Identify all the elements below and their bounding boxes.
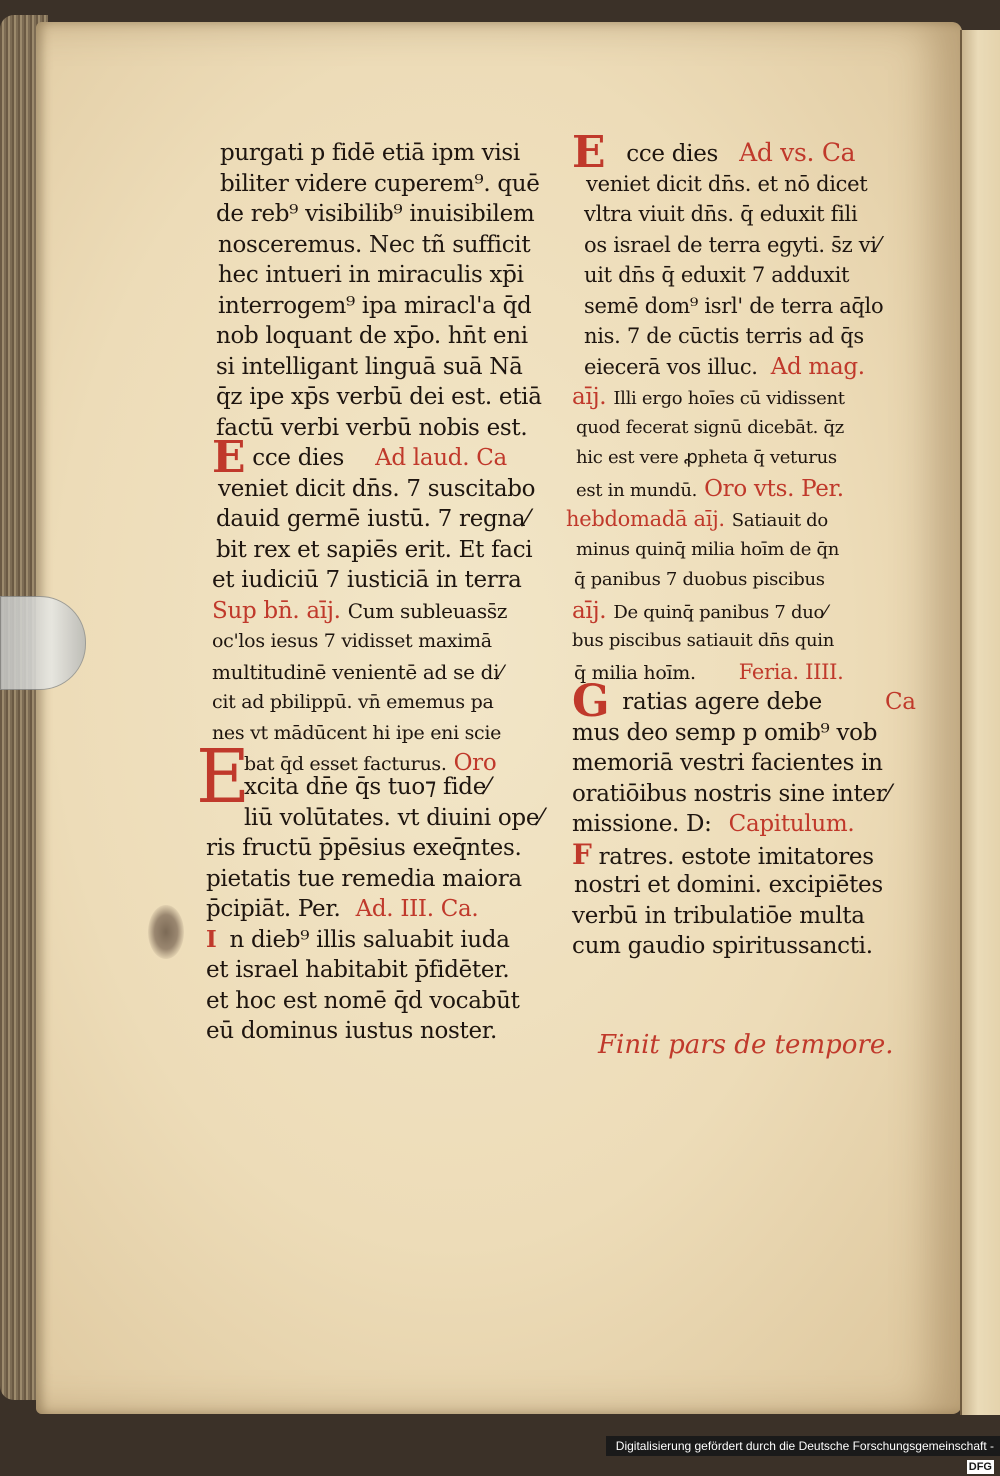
text-line: quod fecerat signū dicebāt. q̄z <box>576 416 844 438</box>
dfg-footer <box>606 1436 1000 1473</box>
excita-line1-text: bat q̄d esset facturus. <box>244 753 447 775</box>
text-line: hic est vere ꝓpheta q̄ veturus <box>576 447 837 468</box>
text-line: de reb⁹ visibilib⁹ inuisibilem <box>216 201 535 227</box>
text-line: interrogem⁹ ipa miracl'a q̄d <box>218 292 532 319</box>
big-initial-e: E <box>196 734 251 820</box>
page-clip <box>0 596 86 690</box>
text-line: dauid germē iustū. 7 regna⁄ <box>216 506 529 532</box>
text-line: vltra viuit dn̄s. q̄ eduxit fili <box>584 202 858 226</box>
rubric-hebdomadam: hebdomadā aīj. <box>566 507 725 531</box>
gratias-text: ratias agere debe <box>622 689 822 715</box>
rubric-ad-laud: Ad laud. Ca <box>375 445 507 471</box>
text-line: ris fructū p̄pēsius exeq̄ntes. <box>206 835 522 861</box>
rubric-oro: Oro <box>453 750 497 776</box>
hebd-line <box>566 504 916 535</box>
rubric-ad-mag: Ad mag. <box>770 353 865 380</box>
text-line: et hoc est nomē q̄d vocabūt <box>206 987 520 1014</box>
text-line: nes vt mādūcent hi ipe eni scie <box>212 721 502 744</box>
hebd-text: Satiauit do <box>731 510 828 531</box>
in-text: n dieb⁹ illis saluabit iuda <box>229 926 510 953</box>
in-line <box>206 925 543 956</box>
ecce-text: cce dies <box>626 141 719 167</box>
mundum-line <box>572 474 916 505</box>
text-line: oc'los iesus 7 vidisset maximā <box>212 630 492 652</box>
text-line: pietatis tue remedia maiora <box>206 865 522 892</box>
text-line: et iudiciū 7 iusticiā in terra <box>212 567 522 593</box>
fratres-line <box>572 837 916 871</box>
text-line: verbū in tribulatiōe multa <box>572 902 865 929</box>
illi-text: Illi ergo hoīes cū vidissent <box>613 388 845 409</box>
text-line: cit ad pbilippū. vn̄ ememus pa <box>212 691 494 713</box>
text-line: cum gaudio spiritussancti. <box>572 933 873 959</box>
text-line: veniet dicit dn̄s. et nō dicet <box>586 171 868 196</box>
text-line: os israel de terra egyti. s̄z vi⁄ <box>584 232 880 257</box>
text-line: eū dominus iustus noster. <box>206 1018 497 1044</box>
explicit-rubric: Finit pars de tempore. <box>598 1030 894 1060</box>
per-text: p̄cipiāt. Per. <box>206 896 341 922</box>
ecce-text: cce dies <box>252 445 345 471</box>
text-line: q̄ panibus 7 duobus piscibus <box>574 569 825 590</box>
footer-text: Digitalisierung gefördert durch die Deutsche Forschungsgemeinschaft - <box>615 1439 994 1453</box>
text-line: nostri et domini. excipiētes <box>574 872 883 898</box>
milia-text: q̄ milia hoīm. <box>574 661 696 684</box>
per-line <box>206 894 543 925</box>
adjacent-page-edge <box>960 30 1000 1415</box>
text-line: nosceremus. Nec tñ sufficit <box>218 231 531 258</box>
ecce-line <box>572 127 916 178</box>
text-line: bit rex et sapiēs erit. Et faci <box>216 536 533 563</box>
rubric-oro-vts: Oro vts. Per. <box>704 475 844 502</box>
dfg-logo: DFG <box>968 1461 992 1473</box>
left-text-column-lower <box>206 772 543 1047</box>
text-line: et israel habitabit p̄fidēter. <box>206 957 510 983</box>
illi-line <box>572 382 916 413</box>
text-line: xcita dn̄e q̄s tuo⁊ fide⁄ <box>244 774 490 800</box>
text-line: oratiōibus nostris sine inter⁄ <box>572 780 890 807</box>
text-line: si intelligant linguā suā Nā <box>216 353 523 380</box>
text-line: liū volūtates. vt diuini ope⁄ <box>244 804 543 831</box>
text-line: uit dn̄s q̄ eduxit 7 adduxit <box>584 263 850 287</box>
initial-e: E <box>212 432 246 483</box>
left-text-column <box>212 138 542 748</box>
missione-text: missione. D: <box>572 811 712 837</box>
rubric-ad-vs: Ad vs. Ca <box>739 138 856 167</box>
initial-i: I <box>206 925 217 953</box>
text-line: minus quinq̄ milia hoīm de q̄n <box>576 538 840 560</box>
sup-text: Cum subleuass̄z <box>347 598 508 623</box>
aij2-text: De quinq̄ panibus 7 duo⁄ <box>613 601 827 623</box>
initial-e: E <box>572 127 606 178</box>
initial-g: G <box>572 676 610 727</box>
text-line <box>212 413 542 444</box>
text-line: bus piscibus satiauit dn̄s quin <box>572 630 835 651</box>
text-line: nis. 7 de cūctis terris ad q̄s <box>584 324 864 348</box>
fratres-text: ratres. estote imitatores <box>598 843 874 870</box>
rubric-feria: Feria. IIII. <box>738 659 844 684</box>
right-text-column <box>566 127 916 962</box>
mundum-text: est in mundū. <box>576 479 698 501</box>
rubric-ca: Ca <box>884 689 916 715</box>
eiecera-text: eiecerā vos illuc. <box>584 354 758 379</box>
aij2-line <box>572 596 916 627</box>
admag-line <box>572 352 916 383</box>
sup-line <box>212 596 542 627</box>
rubric-aij-2: aīj. <box>572 597 607 624</box>
text-line: veniet dicit dn̄s. 7 suscitabo <box>218 475 536 502</box>
rubric-sup-bn: Sup bn̄. aīj. <box>212 597 341 624</box>
feria-line <box>572 657 916 688</box>
text-line: biliter videre cuperem⁹. quē <box>220 170 540 197</box>
text-line: hec intueri in miraculis xp̄i <box>218 262 524 288</box>
text-line: nob loquant de xp̄o. hn̄t eni <box>216 323 528 349</box>
text-line: memoriā vestri facientes in <box>572 750 883 776</box>
text-line: purgati p fidē etiā ipm visi <box>220 140 520 166</box>
initial-f: F <box>572 837 592 871</box>
rubric-capitulum: Capitulum. <box>728 811 855 837</box>
rubric-ad-iii: Ad. III. Ca. <box>355 896 479 922</box>
text-line: multitudinē venientē ad se di⁄ <box>212 659 503 684</box>
text-segment: factū verbi verbū nobis est. <box>216 414 528 441</box>
text-line: q̄z ipe xp̄s verbū dei est. etiā <box>216 384 542 410</box>
gratias-line <box>572 676 916 727</box>
missione-line <box>572 809 916 840</box>
ecce-line <box>212 432 542 483</box>
text-line: semē dom⁹ isrl' de terra aq̄lo <box>584 293 884 318</box>
page-stain <box>148 905 184 959</box>
rubric-aij: aīj. <box>572 384 607 410</box>
text-line: mus deo semp p omib⁹ vob <box>572 719 878 746</box>
